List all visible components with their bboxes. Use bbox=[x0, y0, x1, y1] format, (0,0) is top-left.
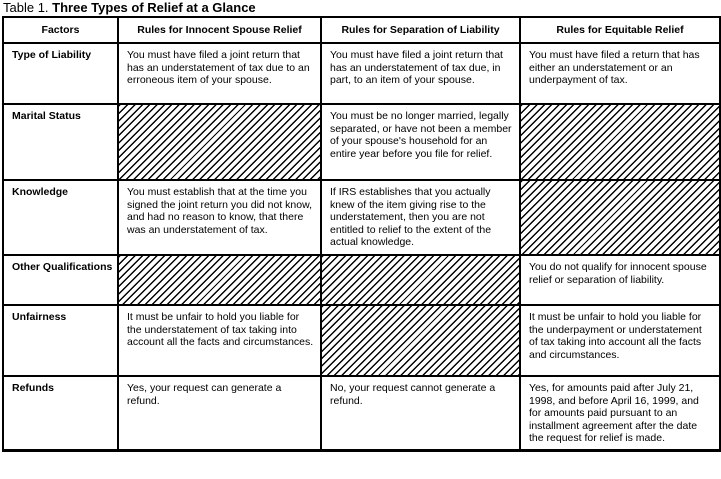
column-header-innocent-spouse: Rules for Innocent Spouse Relief bbox=[118, 17, 321, 43]
cell-refunds-equitable: Yes, for amounts paid after July 21, 1998, and before April 16, 1999, and for amounts paid pursuant to an installment agreement after the date the request for relief is made. bbox=[520, 376, 720, 450]
na-hatch-cell-unfairness-separation bbox=[321, 305, 520, 376]
row-label-type-of-liability: Type of Liability bbox=[3, 43, 118, 104]
table-row-unfairness bbox=[3, 305, 720, 376]
cell-marital-status-separation: You must be no longer married, legally separated, or have not been a member of your spouse's household for an entire year before you file for relief. bbox=[321, 104, 520, 180]
row-label-knowledge: Knowledge bbox=[3, 180, 118, 255]
table-row-knowledge bbox=[3, 180, 720, 255]
cell-unfairness-equitable: It must be unfair to hold you liable for the underpayment or understatement of tax taking into account all the facts and circumstances. bbox=[520, 305, 720, 376]
cell-knowledge-innocent-spouse: You must establish that at the time you signed the joint return you did not know, and had no reason to know, that there was an understatement of tax. bbox=[118, 180, 321, 255]
cell-unfairness-innocent-spouse: It must be unfair to hold you liable for the understatement of tax taking into account all the facts and circumstances. bbox=[118, 305, 321, 376]
row-label-marital-status: Marital Status bbox=[3, 104, 118, 180]
table-row-refunds bbox=[3, 376, 720, 450]
row-label-refunds: Refunds bbox=[3, 376, 118, 450]
table-row-other-qualifications bbox=[3, 255, 720, 305]
na-hatch-cell-marital-status-innocent-spouse bbox=[118, 104, 321, 180]
row-label-other-qualifications: Other Qualifications bbox=[3, 255, 118, 305]
column-header-separation-of-liability: Rules for Separation of Liability bbox=[321, 17, 520, 43]
cell-refunds-separation: No, your request cannot generate a refund. bbox=[321, 376, 520, 450]
column-header-equitable-relief: Rules for Equitable Relief bbox=[520, 17, 720, 43]
column-header-factors: Factors bbox=[3, 17, 118, 43]
table-row-type-of-liability bbox=[3, 43, 720, 104]
row-label-unfairness: Unfairness bbox=[3, 305, 118, 376]
table-title-prefix: Table 1. bbox=[3, 0, 53, 15]
cell-type-of-liability-separation: You must have filed a joint return that has an understatement of tax due, in part, to an item of your spouse. bbox=[321, 43, 520, 104]
table-title-main: Three Types of Relief at a Glance bbox=[52, 0, 256, 15]
header-row bbox=[3, 17, 720, 43]
na-hatch-cell-other-qualifications-separation bbox=[321, 255, 520, 305]
cell-other-qualifications-equitable: You do not qualify for innocent spouse relief or separation of liability. bbox=[520, 255, 720, 305]
cell-type-of-liability-innocent-spouse: You must have filed a joint return that has an understatement of tax due to an erroneous item of your spouse. bbox=[118, 43, 321, 104]
table-row-marital-status bbox=[3, 104, 720, 180]
na-hatch-cell-marital-status-equitable bbox=[520, 104, 720, 180]
table-title bbox=[0, 0, 721, 15]
cell-type-of-liability-equitable: You must have filed a return that has either an understatement or an underpayment of tax. bbox=[520, 43, 720, 104]
cell-refunds-innocent-spouse: Yes, your request can generate a refund. bbox=[118, 376, 321, 450]
relief-table bbox=[2, 16, 721, 452]
cell-knowledge-separation: If IRS establishes that you actually knew of the item giving rise to the understatement, then you are not entitled to relief to the extent of the actual knowledge. bbox=[321, 180, 520, 255]
na-hatch-cell-other-qualifications-innocent-spouse bbox=[118, 255, 321, 305]
na-hatch-cell-knowledge-equitable bbox=[520, 180, 720, 255]
